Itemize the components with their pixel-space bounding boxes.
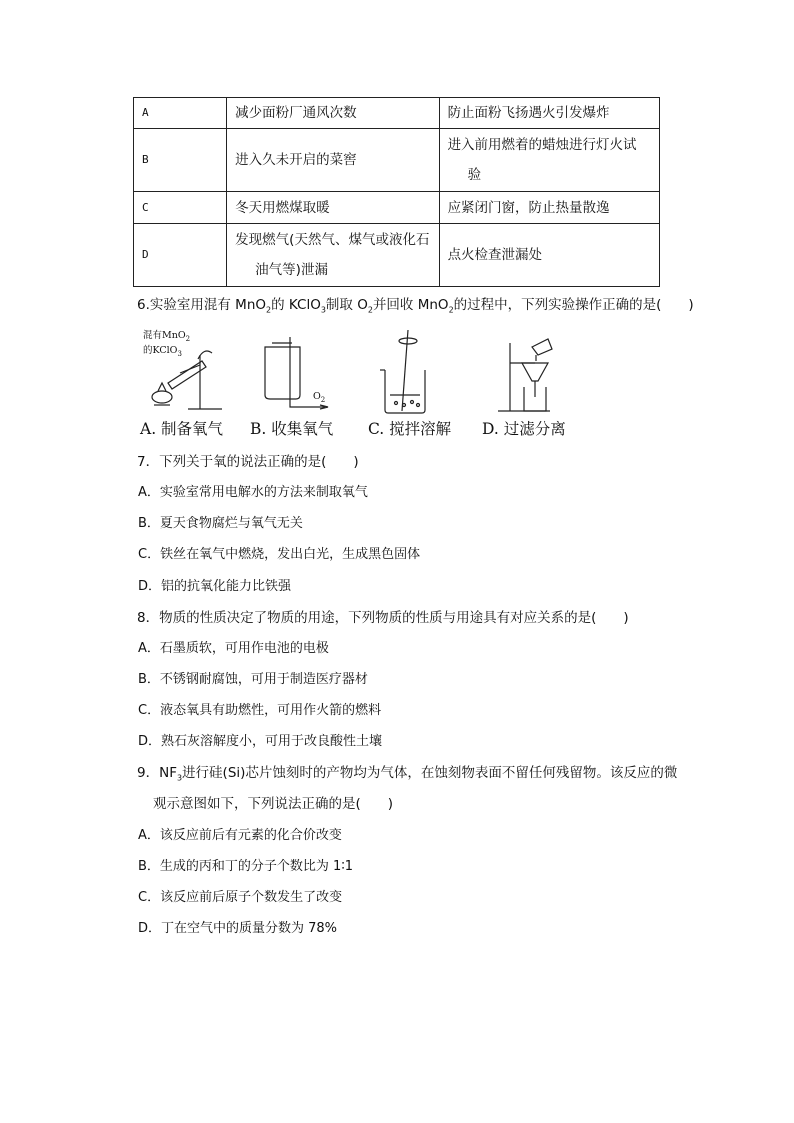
question-6-stem: 6.实验室用混有 MnO$_2$的 KClO$_3$制取 $O_2$并回收 MnO$_2$的过程中，下列实验操作正确的是( ) xyxy=(137,297,694,315)
question-9-stem-line1: 9．$NF_3$进行硅(Si)芯片蚀刻时的产物均为气体，在蚀刻物表面不留任何残留物。该反应的微 xyxy=(137,765,678,783)
question-9-option-d: D．丁在空气中的质量分数为 78% xyxy=(138,921,338,936)
caption-b: B. 收集氧气 xyxy=(250,420,334,438)
row-measure: 点火检查泄漏处 xyxy=(439,224,659,287)
question-8-option-d: D．熟石灰溶解度小，可用于改良酸性土壤 xyxy=(138,734,383,749)
question-7-option-c: C．铁丝在氧气中燃烧，发出白光，生成黑色固体 xyxy=(138,547,421,562)
question-7-option-d: D．铝的抗氧化能力比铁强 xyxy=(138,579,292,594)
caption-a: A. 制备氧气 xyxy=(140,420,224,438)
question-7-option-b: B．夏天食物腐烂与氧气无关 xyxy=(138,516,303,531)
question-9-option-c: C．该反应前后原子个数发生了改变 xyxy=(138,890,343,905)
table-row xyxy=(134,192,660,224)
options-table xyxy=(133,97,660,287)
row-situation xyxy=(227,224,439,287)
row-measure xyxy=(439,129,659,192)
question-9-option-a: A．该反应前后有元素的化合价改变 xyxy=(138,828,342,843)
row-situation-line2: 油气等)泄漏 xyxy=(255,262,328,278)
question-7-stem: 7．下列关于氧的说法正确的是( ) xyxy=(137,454,359,470)
row-key: D xyxy=(134,224,227,287)
row-situation: 进入久未开启的菜窖 xyxy=(227,129,439,192)
row-situation-line1: 发现燃气(天然气、煤气或液化石 xyxy=(235,232,430,248)
question-7-option-a: A．实验室常用电解水的方法来制取氧气 xyxy=(138,485,368,500)
question-9-option-b: B．生成的丙和丁的分子个数比为 1∶1 xyxy=(138,859,353,874)
row-key: C xyxy=(134,192,227,224)
row-measure-line2: 验 xyxy=(467,167,482,183)
question-8-stem: 8．物质的性质决定了物质的用途，下列物质的性质与用途具有对应关系的是( ) xyxy=(137,610,629,626)
row-situation: 减少面粉厂通风次数 xyxy=(227,98,439,129)
heating-apparatus xyxy=(152,351,222,409)
oxygen-label: $O_2$ xyxy=(313,391,326,404)
table-row xyxy=(134,129,660,192)
row-key: A xyxy=(134,98,227,129)
stirring-apparatus xyxy=(380,330,425,413)
filtration-apparatus xyxy=(498,339,552,411)
apparatus-figure xyxy=(140,325,590,440)
question-8-option-c: C．液态氧具有助燃性，可用作火箭的燃料 xyxy=(138,703,382,718)
row-measure: 应紧闭门窗，防止热量散逸 xyxy=(439,192,659,224)
question-8-option-b: B．不锈钢耐腐蚀，可用于制造医疗器材 xyxy=(138,672,368,687)
question-9-stem-line2: 观示意图如下，下列说法正确的是( ) xyxy=(153,796,394,812)
row-key: B xyxy=(134,129,227,192)
table-row xyxy=(134,224,660,287)
apparatus-drawings xyxy=(140,325,590,417)
mixture-label: 混有MnO$_2$ 的KClO$_3$ xyxy=(143,330,191,358)
row-situation: 冬天用燃煤取暖 xyxy=(227,192,439,224)
question-8-option-a: A．石墨质软，可用作电池的电极 xyxy=(138,641,329,656)
row-measure-line1: 进入前用燃着的蜡烛进行灯火试 xyxy=(447,137,637,153)
caption-d: D. 过滤分离 xyxy=(482,420,566,438)
row-measure: 防止面粉飞扬遇火引发爆炸 xyxy=(439,98,659,129)
caption-c: C. 搅拌溶解 xyxy=(368,420,452,438)
table-row xyxy=(134,98,660,129)
